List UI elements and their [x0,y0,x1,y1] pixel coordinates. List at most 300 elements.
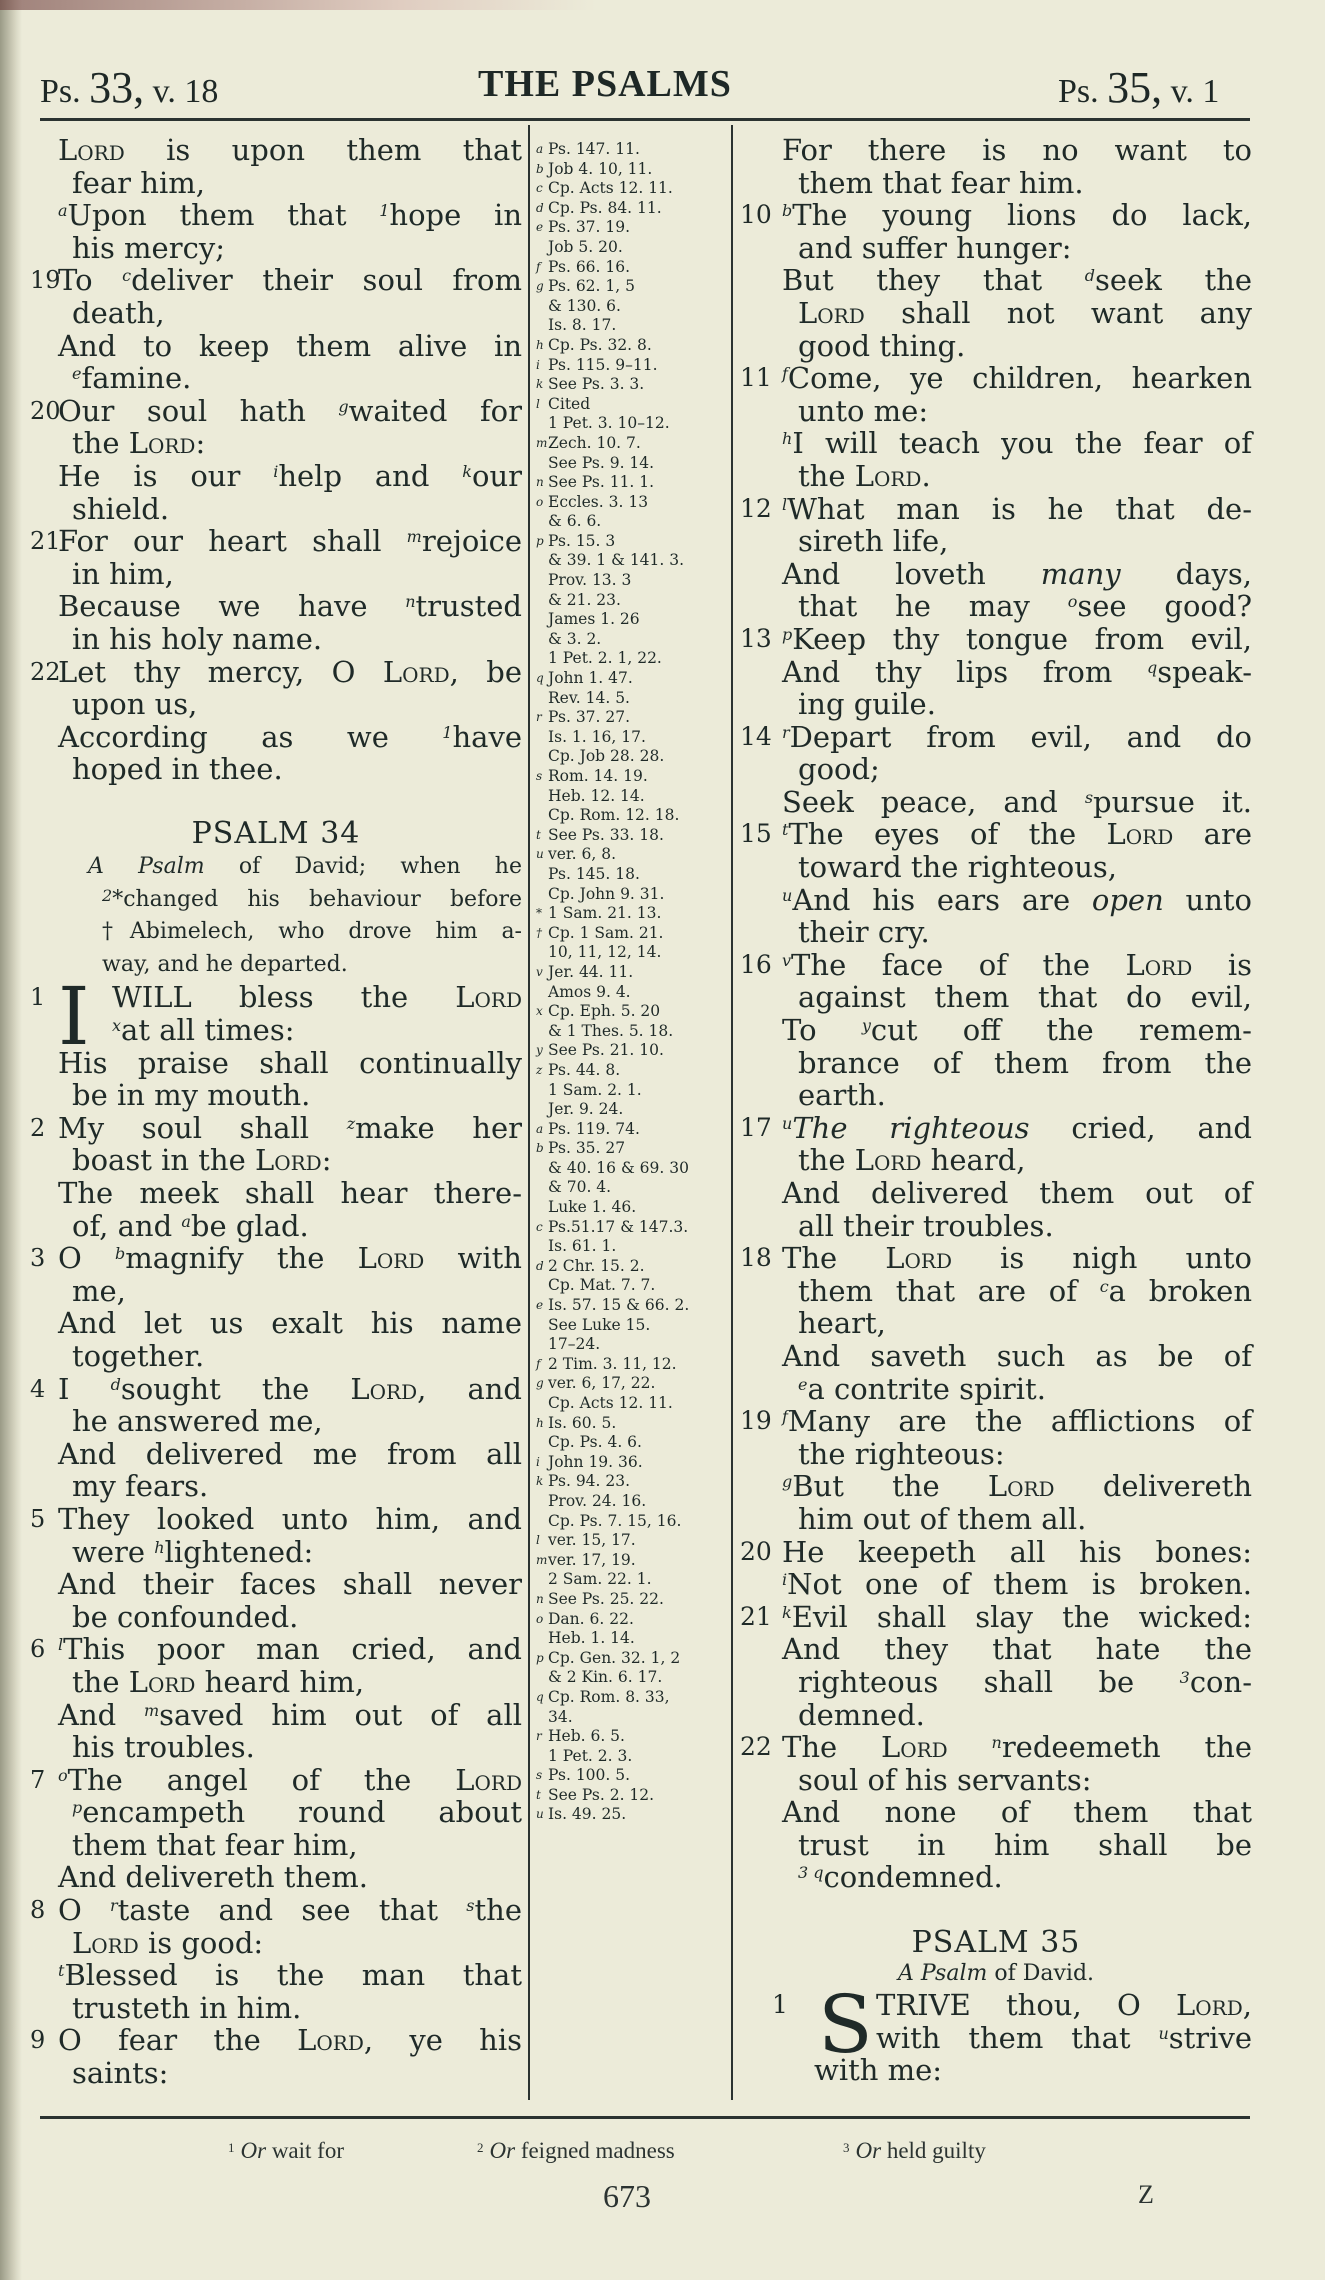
verse-line [740,1242,1252,1275]
reference-marker: o [536,494,544,509]
verse-number: 20 [30,396,61,425]
reference-text: Cp. Rom. 8. 33, [548,1687,670,1706]
reference-text: James 1. 26 [548,610,640,629]
reference-text: See Ps. 21. 10. [548,1041,664,1060]
reference-marker: b [536,1141,544,1156]
verse-line [30,1438,522,1471]
footnote-3: $^3$ Or held guilty [843,2138,986,2163]
reference-marker: x [536,1004,543,1019]
reference-marker: l [536,1533,540,1548]
cross-reference [536,1668,728,1688]
verse-text: of, and $^a$be glad. [72,1208,309,1243]
reference-marker: h [536,1415,544,1430]
verse-line [740,623,1252,656]
reference-text: Is. 8. 17. [548,316,617,335]
verse-text: his troubles. [72,1730,255,1765]
verse-text: righteous shall be $^3$con- [798,1664,1252,1699]
cross-reference [536,689,728,709]
reference-text: Cp. Mat. 7. 7. [548,1276,656,1295]
verse-line [740,1796,1252,1829]
verse-number: 21 [740,1601,772,1631]
verse-line [740,1764,1252,1797]
reference-marker: z [536,1062,543,1077]
verse-number: 1 [772,1990,788,2020]
cross-reference [536,199,728,219]
verse-line [30,1633,522,1666]
cross-reference [536,1492,728,1512]
psalm-34-superscription-line: A Psalm of David; when he [88,854,522,880]
verse-text: good thing. [798,328,966,363]
reference-text: See Ps. 3. 3. [548,375,645,394]
reference-text: ver. 17, 19. [548,1550,636,1569]
signature-mark: Z [1138,2180,1154,2209]
verse-line [30,1340,522,1373]
reference-marker: t [536,1787,541,1802]
reference-marker: p [536,1650,544,1665]
verse-text: toward the righteous, [798,850,1118,885]
verse-text: $^v$The face of the Lord is [782,947,1252,982]
cross-reference [536,1159,728,1179]
reference-text: Cp. Gen. 32. 1, 2 [548,1648,681,1667]
reference-text: Ps. 37. 27. [548,708,631,727]
verse-line [740,1503,1252,1536]
verse-text: To $^c$deliver their soul from [58,263,522,298]
verse-text: And delivereth them. [58,1860,369,1895]
verse-text: $^h$I will teach you the fear of [782,426,1252,461]
reference-text: & 40. 16 & 69. 30 [548,1158,689,1177]
verse-line [30,1144,522,1177]
running-head-left-chapter: 33, [89,63,145,112]
reference-marker: g [536,279,544,294]
cross-reference [536,356,728,376]
cross-reference [536,1257,728,1277]
cross-reference [536,630,728,650]
reference-text: Jer. 9. 24. [548,1100,624,1119]
verse-line [30,1796,522,1829]
verse-line [30,1503,522,1536]
verse-number: 5 [30,1504,46,1533]
cross-reference [536,865,728,885]
verse-line [740,1666,1252,1699]
reference-text: Cp. Eph. 5. 20 [548,1002,661,1021]
verse-number: 22 [740,1732,772,1762]
verse-number: 11 [740,363,772,393]
reference-text: Ps. 15. 3 [548,531,616,550]
verse-line [740,981,1252,1014]
reference-text: Luke 1. 46. [548,1198,637,1217]
verse-line [740,232,1252,265]
reference-text: Is. 1. 16, 17. [548,727,646,746]
reference-text: Cp. Job 28. 28. [548,747,665,766]
verse-number: 7 [30,1765,46,1794]
reference-text: See Ps. 25. 22. [548,1589,664,1608]
verse-line [740,688,1252,721]
verse-number: 16 [740,949,772,979]
verse-line [30,1307,522,1340]
cross-reference [536,571,728,591]
cross-reference [536,316,728,336]
reference-text: 1 Pet. 2. 3. [548,1746,633,1765]
reference-marker: r [536,1729,542,1744]
reference-text: See Luke 15. [548,1315,651,1334]
reference-text: Cp. 1 Sam. 21. [548,923,664,942]
reference-marker: m [536,435,548,450]
verse-line [740,1633,1252,1666]
verse-text: boast in the Lord: [72,1143,332,1178]
reference-marker: s [536,1768,543,1783]
verse-text: Because we have $^n$trusted [58,589,522,624]
cross-reference [536,1708,728,1728]
verse-line [30,1047,522,1080]
cross-reference [536,924,728,944]
reference-text: & 3. 2. [548,629,602,648]
drop-cap: I [58,970,90,1064]
cross-reference [536,532,728,552]
verse-line [30,558,522,591]
running-head-left-verse: v. 18 [152,73,219,110]
verse-line [30,2024,522,2057]
reference-marker: n [536,475,544,490]
reference-text: Ps. 35. 27 [548,1139,626,1158]
verse-text: I $^d$sought the Lord, and [58,1371,522,1406]
verse-line [740,362,1252,395]
verse-line [30,525,522,558]
cross-reference [536,218,728,238]
reference-text: & 21. 23. [548,590,621,609]
verse-text: soul of his servants: [798,1762,1092,1797]
reference-marker: e [536,1298,544,1313]
verse-text: ing guile. [798,687,936,722]
reference-text: 2 Tim. 3. 11, 12. [548,1354,677,1373]
reference-text: Cp. Ps. 4. 6. [548,1433,642,1452]
reference-marker: p [536,533,544,548]
psalm-34-title: PSALM 34 [191,816,361,852]
verse-line [740,558,1252,591]
cross-reference [536,1610,728,1630]
reference-marker: n [536,1591,544,1606]
verse-number: 15 [740,819,772,849]
reference-marker: y [536,1043,543,1058]
verse-line [740,1405,1252,1438]
cross-reference [536,767,728,787]
cross-reference [536,493,728,513]
psalm-34-superscription-line: $^2$*changed his behaviour before [102,885,522,912]
verse-text: $^r$Depart from evil, and do [782,719,1252,754]
reference-text: Ps. 147. 11. [548,140,640,158]
cross-reference [536,1805,728,1825]
verse-text: unto me: [798,393,929,428]
verse-line [740,1373,1252,1406]
verse-line [30,330,522,363]
reference-marker: g [536,1376,544,1391]
verse-text: O $^r$taste and see that $^s$the [58,1893,522,1928]
cross-reference-column [536,140,728,1825]
verse-line [30,1601,522,1634]
reference-text: Heb. 12. 14. [548,786,645,805]
verse-text: $^l$This poor man cried, and [58,1632,522,1667]
verse-text: $^k$Evil shall slay the wicked: [782,1599,1252,1634]
cross-reference [536,336,728,356]
verse-line [740,525,1252,558]
reference-text: Ps. 145. 18. [548,864,640,883]
cross-reference [536,1531,728,1551]
cross-reference [536,473,728,493]
verse-line [740,1144,1252,1177]
verse-text: Let thy mercy, O Lord, be [58,654,522,689]
verse-number: 22 [30,657,61,686]
cross-reference [536,551,728,571]
verse-text: shield. [72,491,170,526]
cross-reference [536,1022,728,1042]
verse-text: $^t$The eyes of the Lord are [782,817,1252,852]
reference-marker: a [536,142,544,156]
cross-reference [536,395,728,415]
reference-text: Cp. John 9. 31. [548,884,665,903]
reference-text: Is. 61. 1. [548,1237,617,1256]
reference-text: 2 Sam. 22. 1. [548,1570,652,1589]
verse-text: them that fear him, [72,1827,358,1862]
reference-text: John 1. 47. [548,669,633,688]
verse-text: brance of them from the [798,1045,1252,1080]
verse-line [30,199,522,232]
verse-text: According as we $^1$have [58,719,522,754]
running-head-right-verse: v. 1 [1170,73,1220,110]
cross-reference [536,963,728,983]
verse-line [740,1829,1252,1862]
verse-line [30,1373,522,1406]
verse-text: And loveth many days, [782,556,1252,591]
cross-reference [536,375,728,395]
verse-text: death, [72,295,165,330]
verse-line [740,1177,1252,1210]
cross-reference [536,1570,728,1590]
verse-text: $^f$Come, ye children, hearken [782,361,1252,396]
verse-number: 18 [740,1243,772,1273]
verse-line [30,1992,522,2025]
reference-text: & 39. 1 & 141. 3. [548,551,685,570]
cross-reference [536,1688,728,1708]
verse-line [740,1861,1252,1894]
reference-marker: t [536,827,541,842]
verse-text: To $^y$cut off the remem- [782,1013,1252,1048]
left-text-column [30,134,522,2090]
verse-number: 9 [30,2026,46,2055]
verse-line [30,1829,522,1862]
reference-marker: r [536,710,542,725]
verse-line [740,1536,1252,1569]
cross-reference [536,1335,728,1355]
verse-line [740,427,1252,460]
spacer [30,786,522,819]
verse-number: 17 [740,1112,772,1142]
verse-line [740,786,1252,819]
cross-reference [536,1276,728,1296]
verse-line [30,1894,522,1927]
cross-reference [536,1472,728,1492]
verse-line [740,1112,1252,1145]
cross-reference [536,1100,728,1120]
cross-reference [536,1198,728,1218]
cross-reference [536,591,728,611]
verse-text: And saveth such as be of [782,1338,1252,1373]
verse-line [30,460,522,493]
reference-text: Is. 57. 15 & 66. 2. [548,1296,690,1315]
verse-line [30,1112,522,1145]
reference-text: Ps. 115. 9–11. [548,355,658,374]
cross-reference [536,1414,728,1434]
reference-text: Rev. 14. 5. [548,688,630,707]
verse-line [30,1699,522,1732]
verse-text: good; [798,752,880,787]
header-rule [40,118,1250,121]
verse-text: And let us exalt his name [58,1306,522,1341]
verse-text: together. [72,1338,205,1373]
verse-line [30,395,522,428]
verse-line [740,1340,1252,1373]
cross-reference [536,454,728,474]
cross-reference [536,1002,728,1022]
verse-line: $^x$at all times: [112,1013,295,1048]
cross-reference [536,943,728,963]
verse-text: $^g$But the Lord delivereth [782,1469,1252,1504]
verse-text: $^b$The young lions do lack, [782,198,1252,233]
reference-marker: † [536,925,542,940]
verse-text: trust in him shall be [798,1827,1252,1862]
drop-cap: S [818,1978,873,2072]
cross-reference [536,140,728,160]
cross-reference [536,747,728,767]
verse-number: 4 [30,1374,46,1403]
reference-text: 1 Sam. 2. 1. [548,1080,642,1099]
verse-number: 3 [30,1244,46,1273]
cross-reference [536,904,728,924]
reference-text: 1 Pet. 2. 1, 22. [548,649,662,668]
verse-number: 12 [740,493,772,523]
cross-reference [536,728,728,748]
verse-number: 1 [30,983,46,1012]
reference-marker: m [536,1552,548,1567]
reference-marker: q [536,671,544,686]
cross-reference [536,1727,728,1747]
verse-line [740,167,1252,200]
reference-text: Cp. Ps. 7. 15, 16. [548,1511,682,1530]
running-head-title: THE PSALMS [478,63,732,105]
verse-text: hoped in thee. [72,752,283,787]
verse-text: the righteous: [798,1436,1005,1471]
running-head-right-chapter: 35, [1107,63,1163,112]
verse-text: the Lord heard him, [72,1664,365,1699]
verse-line [30,1861,522,1894]
verse-text: O fear the Lord, ye his [58,2023,522,2058]
cross-reference [536,1296,728,1316]
verse-text: saints: [72,2056,169,2091]
reference-text: Cited [548,394,591,413]
verse-text: $^f$Many are the afflictions of [782,1404,1252,1439]
verse-line [30,1959,522,1992]
verse-line [740,590,1252,623]
reference-text: See Ps. 2. 12. [548,1785,655,1804]
verse-text: For our heart shall $^m$rejoice [58,524,522,559]
cross-reference [536,787,728,807]
psalm-34-superscription-line: †Abimelech, who drove him a- [102,919,522,945]
cross-reference [536,610,728,630]
cross-reference [536,297,728,317]
cross-reference [536,258,728,278]
verse-text: $^a$Upon them that $^1$hope in [58,198,522,233]
reference-marker: k [536,377,544,392]
cross-reference [536,826,728,846]
verse-text: And $^m$saved him out of all [58,1697,522,1732]
cross-reference [536,983,728,1003]
verse-line [30,1177,522,1210]
footer-rule [40,2116,1250,2119]
reference-text: Ps.51.17 & 147.3. [548,1217,689,1236]
verse-text: They looked unto him, and [58,1501,522,1536]
cross-reference [536,1629,728,1649]
reference-text: ver. 6, 17, 22. [548,1374,656,1393]
reference-marker: s [536,769,543,783]
verse-text: against them that do evil, [798,980,1252,1015]
cross-reference [536,1041,728,1061]
verse-number: 19 [30,266,61,295]
reference-text: 10, 11, 12, 14. [548,943,662,962]
cross-reference [536,1453,728,1473]
reference-marker: u [536,847,544,862]
footnote-2: $^2$ Or feigned madness [477,2138,675,2163]
reference-text: Heb. 1. 14. [548,1629,635,1648]
verse-line: with them that $^u$strive [876,2020,1252,2055]
running-head-left [40,62,218,113]
verse-line [740,460,1252,493]
cross-reference [536,1786,728,1806]
verse-text: earth. [798,1078,886,1113]
reference-text: Rom. 14. 19. [548,767,648,785]
verse-text: in him, [72,556,174,591]
verse-line [30,753,522,786]
reference-marker: q [536,1689,544,1704]
reference-text: Dan. 6. 22. [548,1609,634,1628]
cross-reference [536,1061,728,1081]
verse-line [30,1242,522,1275]
verse-text: be confounded. [72,1599,299,1634]
reference-marker: k [536,1474,544,1489]
reference-text: 34. [548,1707,573,1726]
verse-line [30,232,522,265]
verse-text: and suffer hunger: [798,230,1072,265]
verse-line [30,1927,522,1960]
cross-reference [536,1237,728,1257]
reference-text: Ps. 100. 5. [548,1766,631,1785]
verse-text: O $^b$magnify the Lord with [58,1241,522,1276]
cross-reference [536,179,728,199]
reference-text: 1 Pet. 3. 10–12. [548,414,670,433]
book-spine-shadow [0,0,22,2280]
verse-text: And their faces shall never [58,1567,522,1602]
verse-text: The meek shall hear there- [58,1176,522,1210]
cross-reference [536,806,728,826]
verse-number: 13 [740,623,772,653]
verse-text: their cry. [798,915,930,950]
verse-line [30,2057,522,2090]
cross-reference [536,1551,728,1571]
reference-marker: a [536,1121,544,1136]
reference-text: Cp. Ps. 84. 11. [548,198,662,217]
reference-text: Ps. 62. 1, 5 [548,277,635,296]
reference-text: 17–24. [548,1335,601,1354]
reference-marker: c [536,181,543,196]
verse-line [30,656,522,689]
reference-text: & 130. 6. [548,296,621,315]
